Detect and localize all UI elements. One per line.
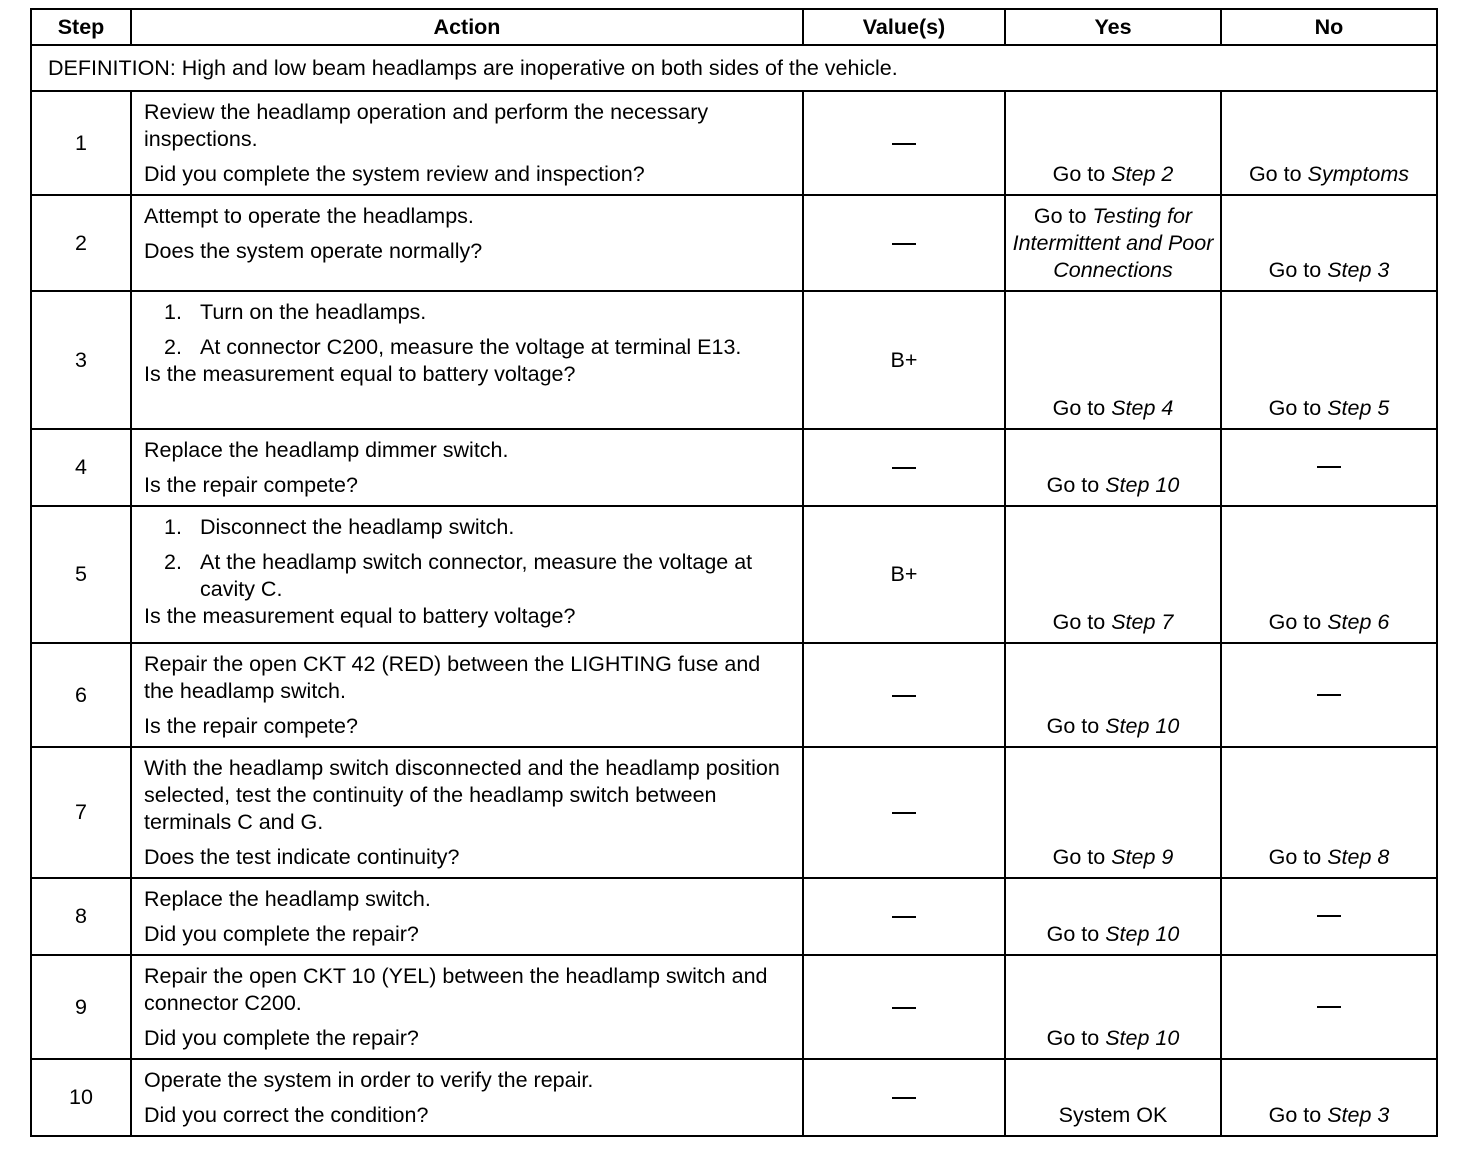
yes-reference: Step 4 [1111,396,1174,420]
yes-reference: Step 7 [1111,610,1174,634]
table-row [31,506,1437,643]
yes-prefix: Go to [1052,610,1112,634]
list-item-number: 2. [164,550,182,574]
diagnostic-table [30,8,1438,1137]
value-dash [892,467,916,469]
value-cell [803,643,1005,747]
no-cell [1221,1059,1437,1136]
value-dash [892,695,916,697]
no-cell [1221,291,1437,429]
yes-prefix: Go to [1046,473,1106,497]
header-step: Step [31,9,131,45]
value-dash [892,1097,916,1099]
no-cell [1221,195,1437,291]
yes-cell [1005,506,1221,643]
step-number: 2 [31,195,131,291]
yes-reference: Step 10 [1105,1026,1180,1050]
action-text: With the headlamp switch disconnected and the headlamp position selected, test the continuity of the headlamp switch between terminals C and G. [144,756,780,834]
value-cell [803,195,1005,291]
table-row [31,643,1437,747]
no-prefix: Go to [1268,258,1328,282]
action-question: Is the repair compete? [144,714,358,738]
step-number: 10 [31,1059,131,1136]
yes-cell [1005,91,1221,195]
step-number: 5 [31,506,131,643]
value-dash [892,243,916,245]
no-prefix: Go to [1248,162,1308,186]
action-text: Repair the open CKT 10 (YEL) between the headlamp switch and connector C200. [144,964,768,1015]
yes-reference: Testing for Intermittent and Poor Connections [1012,204,1214,282]
no-dash [1317,915,1341,917]
action-text: Operate the system in order to verify the repair. [144,1068,594,1092]
action-text: Replace the headlamp switch. [144,887,431,911]
definition-text: DEFINITION: High and low beam headlamps are inoperative on both sides of the vehicle. [31,45,1437,91]
no-reference: Step 8 [1327,845,1390,869]
definition-row [31,45,1437,91]
action-question: Does the test indicate continuity? [144,845,460,869]
action-text: Attempt to operate the headlamps. [144,204,474,228]
action-question: Did you correct the condition? [144,1103,429,1127]
value-cell [803,91,1005,195]
step-number: 9 [31,955,131,1059]
header-values: Value(s) [803,9,1005,45]
yes-prefix: Go to [1046,714,1106,738]
value-dash [892,1007,916,1009]
yes-reference: Step 10 [1105,473,1180,497]
list-item-number: 2. [164,335,182,359]
action-question: Did you complete the repair? [144,922,419,946]
value-dash [892,916,916,918]
list-item [164,299,792,326]
list-item-text: Turn on the headlamps. [200,300,427,324]
action-question: Is the repair compete? [144,473,358,497]
yes-cell [1005,291,1221,429]
yes-cell [1005,878,1221,955]
action-cell [131,291,803,429]
action-question: Is the measurement equal to battery voltage? [144,362,576,386]
action-cell [131,91,803,195]
action-question: Does the system operate normally? [144,239,483,263]
value-cell [803,1059,1005,1136]
table-row [31,195,1437,291]
yes-cell [1005,1059,1221,1136]
yes-reference: Step 9 [1111,845,1174,869]
value-cell [803,747,1005,878]
table-row [31,291,1437,429]
no-dash [1317,466,1341,468]
value-cell [803,878,1005,955]
action-text: Repair the open CKT 42 (RED) between the LIGHTING fuse and the headlamp switch. [144,652,761,703]
no-reference: Step 3 [1327,1103,1390,1127]
yes-prefix: Go to [1052,162,1112,186]
no-reference: Symptoms [1307,162,1410,186]
yes-prefix: Go to [1033,204,1093,228]
step-number: 6 [31,643,131,747]
value-dash [892,812,916,814]
no-dash [1317,1006,1341,1008]
action-cell [131,878,803,955]
no-prefix: Go to [1268,845,1328,869]
action-cell [131,195,803,291]
action-steps-list [144,514,792,603]
yes-cell [1005,747,1221,878]
action-question: Did you complete the system review and inspection? [144,162,645,186]
no-dash [1317,694,1341,696]
no-cell [1221,955,1437,1059]
no-reference: Step 6 [1327,610,1390,634]
table-row [31,429,1437,506]
no-cell [1221,747,1437,878]
yes-prefix: Go to [1052,845,1112,869]
action-text: Replace the headlamp dimmer switch. [144,438,509,462]
value-dash [892,143,916,145]
yes-prefix: Go to [1046,1026,1106,1050]
no-prefix: Go to [1268,396,1328,420]
yes-reference: Step 10 [1105,714,1180,738]
step-number: 8 [31,878,131,955]
list-item-number: 1. [164,300,182,324]
yes-cell [1005,643,1221,747]
list-item [164,334,792,361]
table-row [31,91,1437,195]
step-number: 7 [31,747,131,878]
list-item-text: Disconnect the headlamp switch. [200,515,515,539]
no-prefix: Go to [1268,610,1328,634]
no-reference: Step 5 [1327,396,1390,420]
yes-reference: Step 10 [1105,922,1180,946]
header-yes: Yes [1005,9,1221,45]
no-cell [1221,91,1437,195]
no-cell [1221,429,1437,506]
yes-cell [1005,955,1221,1059]
list-item [164,514,792,541]
action-cell [131,506,803,643]
value-cell: B+ [803,291,1005,429]
action-cell [131,429,803,506]
value-cell: B+ [803,506,1005,643]
action-question: Is the measurement equal to battery voltage? [144,604,576,628]
table-row [31,878,1437,955]
step-number: 4 [31,429,131,506]
action-cell [131,643,803,747]
action-cell [131,1059,803,1136]
no-cell [1221,506,1437,643]
yes-prefix: Go to [1052,396,1112,420]
yes-cell [1005,195,1221,291]
action-text: Review the headlamp operation and perform the necessary inspections. [144,100,709,151]
yes-reference: Step 2 [1111,162,1174,186]
action-cell [131,747,803,878]
table-row [31,747,1437,878]
yes-prefix: Go to [1046,922,1106,946]
step-number: 1 [31,91,131,195]
yes-cell [1005,429,1221,506]
header-action: Action [131,9,803,45]
action-cell [131,955,803,1059]
table-row [31,955,1437,1059]
list-item [164,549,792,603]
yes-text: System OK [1058,1103,1168,1127]
header-row [31,9,1437,45]
no-cell [1221,878,1437,955]
header-no: No [1221,9,1437,45]
table-row [31,1059,1437,1136]
action-question: Did you complete the repair? [144,1026,419,1050]
no-prefix: Go to [1268,1103,1328,1127]
no-reference: Step 3 [1327,258,1390,282]
value-cell [803,429,1005,506]
step-number: 3 [31,291,131,429]
no-cell [1221,643,1437,747]
value-cell [803,955,1005,1059]
action-steps-list [144,299,792,361]
list-item-text: At connector C200, measure the voltage at terminal E13. [200,335,742,359]
list-item-text: At the headlamp switch connector, measure the voltage at cavity C. [200,550,753,601]
list-item-number: 1. [164,515,182,539]
